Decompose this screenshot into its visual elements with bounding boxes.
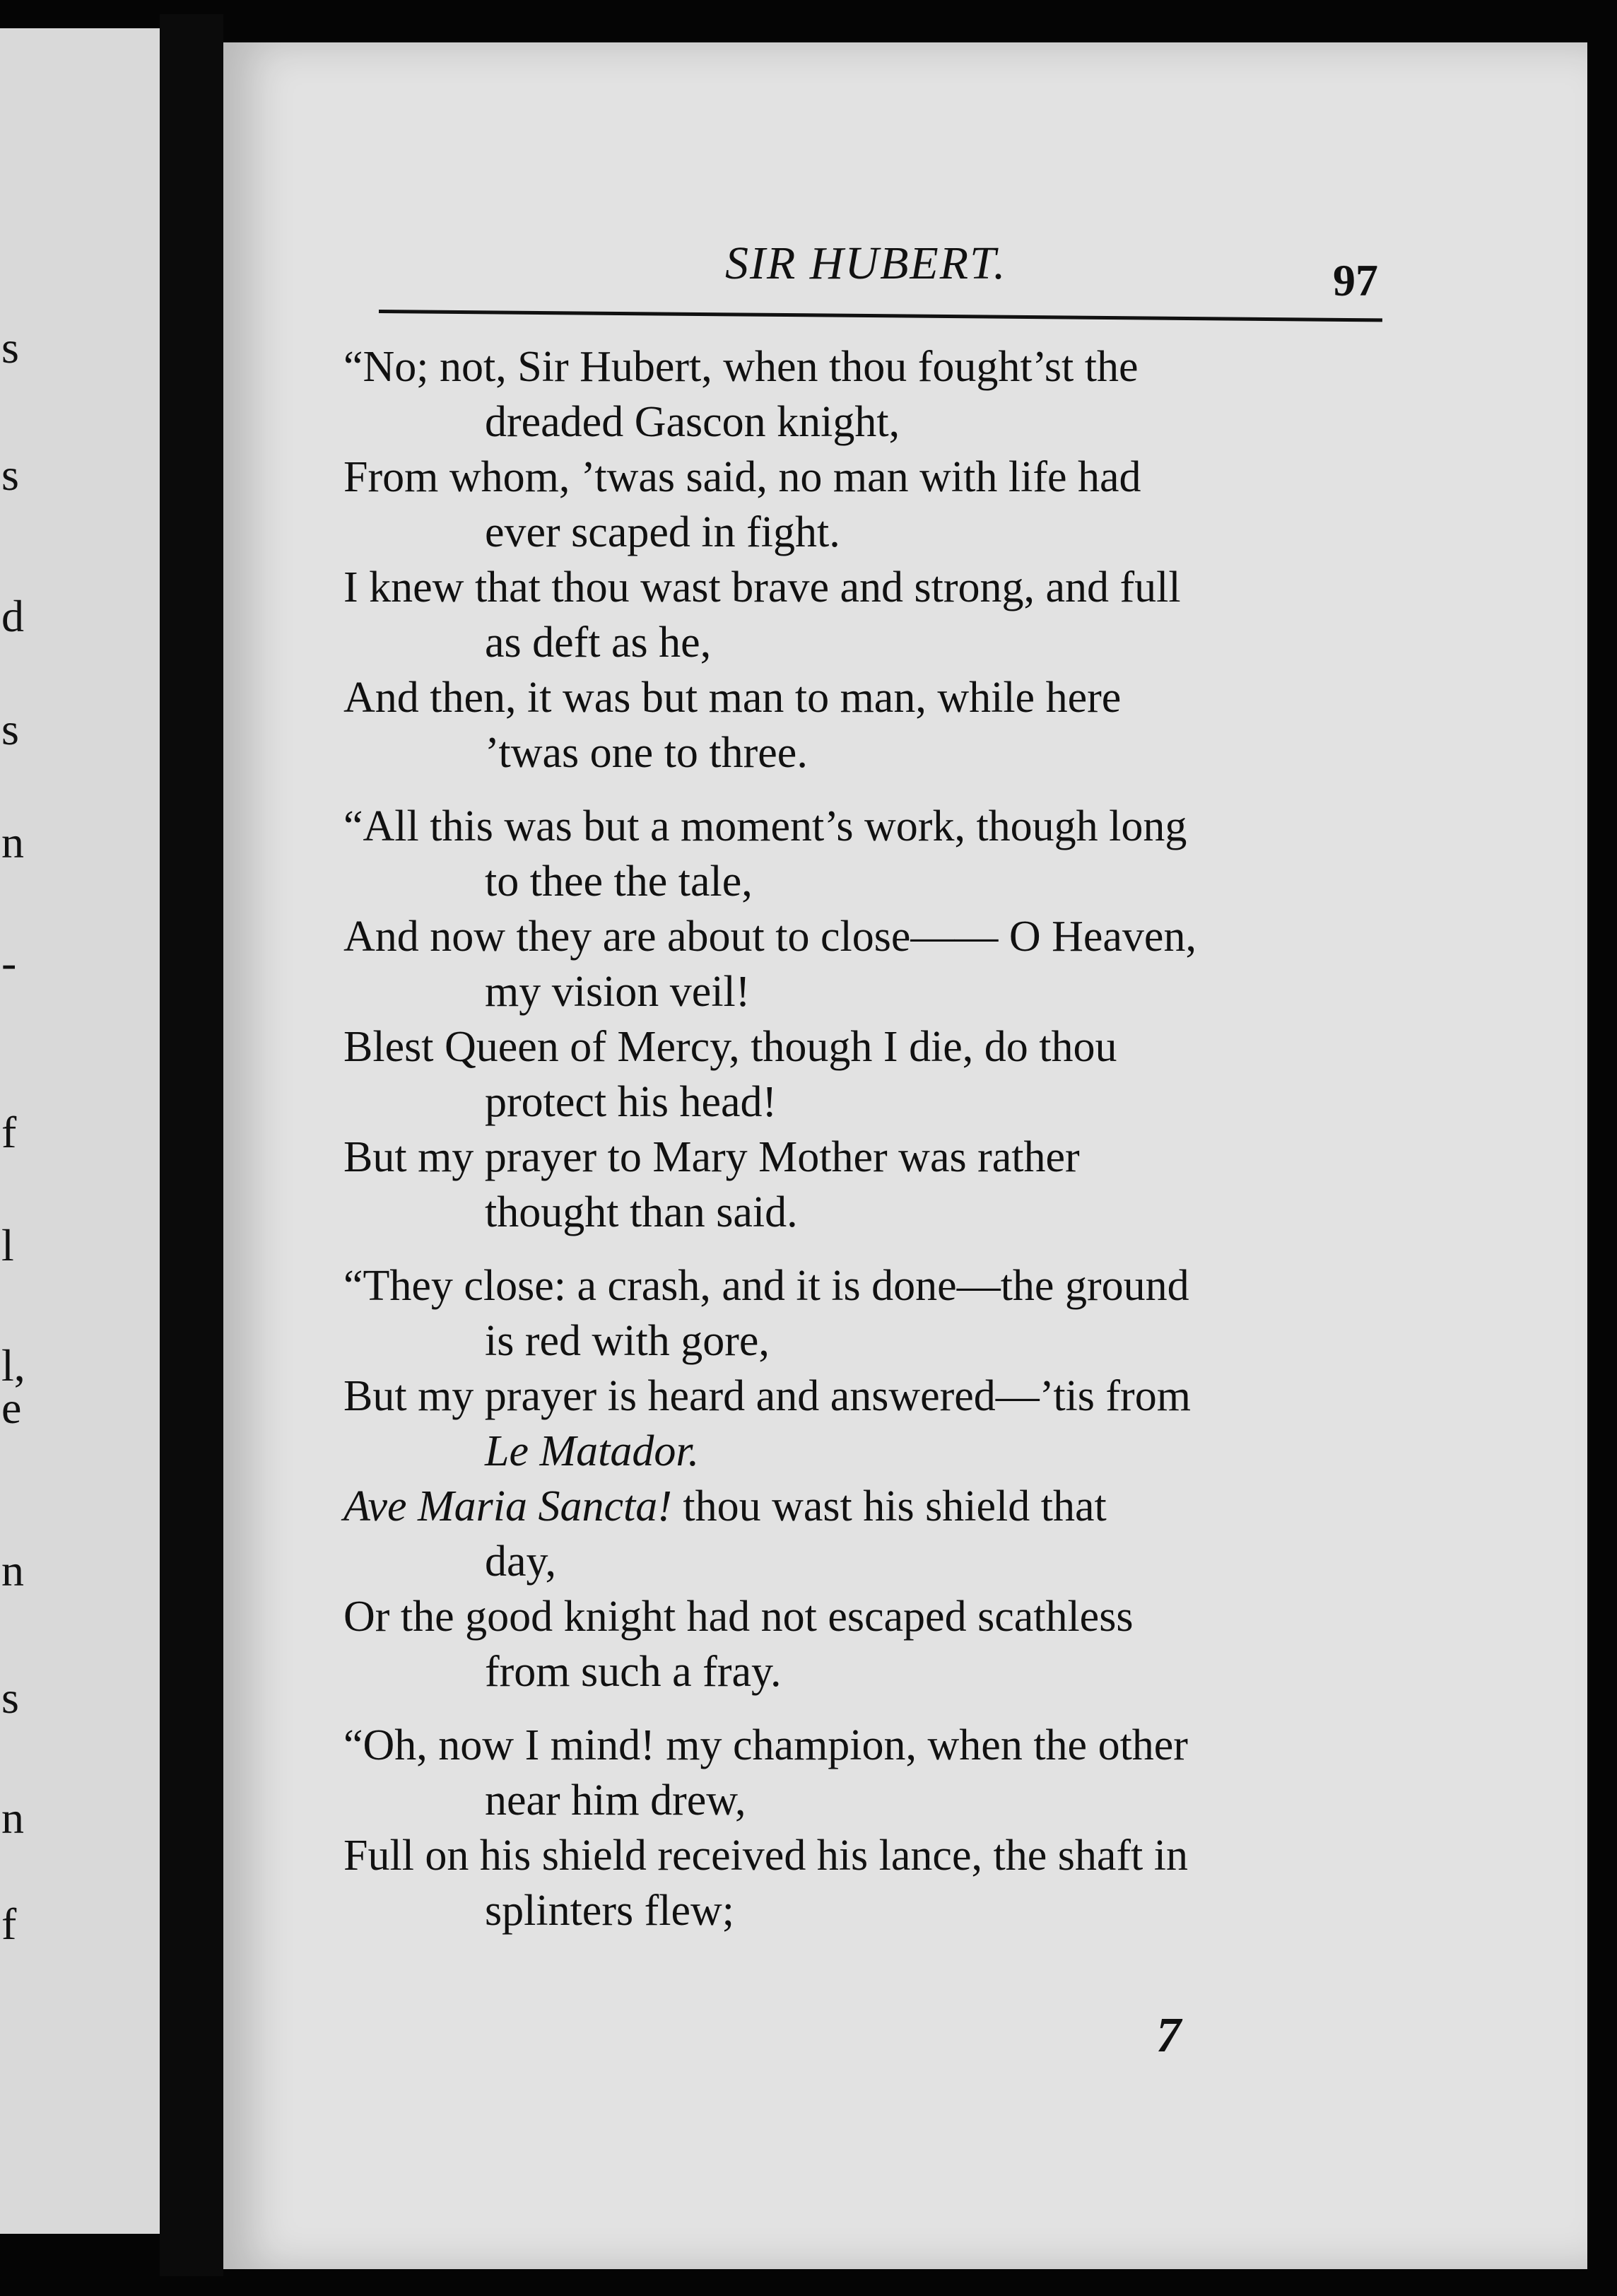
poem-line	[343, 1258, 1418, 1313]
poem-line	[343, 1883, 1418, 1938]
poem-line	[343, 1534, 1418, 1589]
facing-page-glyph: n	[1, 1545, 24, 1595]
poem-line	[343, 339, 1418, 394]
poem-line-text: thought than said.	[485, 1188, 798, 1236]
facing-page-glyph: l,	[1, 1340, 25, 1390]
poem-line-text: “Oh, now I mind! my champion, when the other	[343, 1721, 1188, 1769]
poem-line	[343, 394, 1418, 450]
facing-page-glyph: s	[1, 1673, 19, 1723]
poem-line-text: I knew that thou wast brave and strong, and full	[343, 563, 1181, 611]
stanza	[343, 799, 1418, 1240]
header-rule	[379, 310, 1382, 322]
facing-page-glyph: f	[1, 1107, 17, 1157]
facing-page-glyph: e	[1, 1383, 22, 1433]
poem-line	[343, 909, 1418, 964]
poem-line	[343, 560, 1418, 615]
poem-line-text: protect his head!	[485, 1078, 777, 1126]
poem-line	[343, 670, 1418, 725]
poem-line	[343, 1185, 1418, 1240]
poem-line-text: Le Matador.	[485, 1427, 700, 1475]
poem-line	[343, 964, 1418, 1019]
poem-line	[343, 615, 1418, 670]
page-number: 97	[1333, 255, 1378, 305]
poem-line	[343, 1644, 1418, 1699]
poem-line-text: And then, it was but man to man, while here	[343, 674, 1122, 722]
poem-line-text: “No; not, Sir Hubert, when thou fought’st the	[343, 343, 1139, 391]
poem-line-text-continuation: thou wast his shield that	[671, 1482, 1107, 1530]
poem-line-text: to thee the tale,	[485, 857, 753, 906]
poem-line-text: splinters flew;	[485, 1887, 734, 1935]
poem-line	[343, 1313, 1418, 1369]
stanza	[343, 1718, 1418, 1938]
book-page	[223, 42, 1587, 2269]
poem-line-text: Ave Maria Sancta!	[343, 1482, 672, 1530]
facing-page-glyph: s	[1, 450, 19, 500]
poem-line	[343, 1828, 1418, 1883]
poem-line-text: is red with gore,	[485, 1317, 770, 1365]
poem-text	[343, 339, 1418, 1957]
stanza	[343, 1258, 1418, 1699]
poem-line-text: ’twas one to three.	[485, 729, 808, 777]
poem-line	[343, 450, 1418, 505]
poem-line-text: day,	[485, 1538, 556, 1586]
running-title: SIR HUBERT.	[725, 238, 1007, 289]
poem-line	[343, 1589, 1418, 1644]
poem-line-text: my vision veil!	[485, 968, 751, 1016]
signature-mark: 7	[1156, 2008, 1181, 2063]
poem-line-text: from such a fray.	[485, 1648, 782, 1696]
poem-line	[343, 1019, 1418, 1074]
poem-line-text: dreaded Gascon knight,	[485, 398, 900, 446]
poem-line-text: And now they are about to close—— O Heaven,	[343, 913, 1196, 961]
facing-page-glyph: l	[1, 1220, 14, 1270]
poem-line	[343, 1479, 1418, 1534]
poem-line	[343, 799, 1418, 854]
poem-line	[343, 1074, 1418, 1130]
facing-page-glyph: n	[1, 817, 24, 867]
poem-line-text: ever scaped in fight.	[485, 508, 840, 556]
facing-page-glyph: -	[1, 937, 17, 988]
poem-line-text: Blest Queen of Mercy, though I die, do thou	[343, 1023, 1117, 1071]
facing-page-glyph: n	[1, 1793, 24, 1843]
poem-line	[343, 1718, 1418, 1773]
poem-line-text: From whom, ’twas said, no man with life had	[343, 453, 1141, 501]
poem-line-text: as deft as he,	[485, 619, 712, 667]
poem-line-text: near him drew,	[485, 1776, 746, 1824]
poem-line	[343, 854, 1418, 909]
poem-line	[343, 505, 1418, 560]
poem-line	[343, 1369, 1418, 1424]
poem-line-text: “All this was but a moment’s work, though long	[343, 802, 1187, 850]
facing-page-edge	[0, 28, 170, 2234]
poem-line	[343, 1773, 1418, 1828]
poem-line-text: But my prayer is heard and answered—’tis from	[343, 1372, 1191, 1420]
poem-line	[343, 1424, 1418, 1479]
poem-line-text: But my prayer to Mary Mother was rather	[343, 1133, 1080, 1181]
poem-line-text: Or the good knight had not escaped scathless	[343, 1593, 1134, 1641]
poem-line	[343, 1130, 1418, 1185]
book-gutter	[160, 14, 223, 2276]
poem-line-text: Full on his shield received his lance, the shaft in	[343, 1832, 1188, 1880]
stanza	[343, 339, 1418, 780]
facing-page-glyph: f	[1, 1899, 17, 1949]
poem-line	[343, 725, 1418, 780]
poem-line-text: “They close: a crash, and it is done—the ground	[343, 1262, 1189, 1310]
facing-page-glyph: s	[1, 322, 19, 373]
facing-page-glyph: d	[1, 591, 24, 641]
facing-page-glyph: s	[1, 704, 19, 754]
